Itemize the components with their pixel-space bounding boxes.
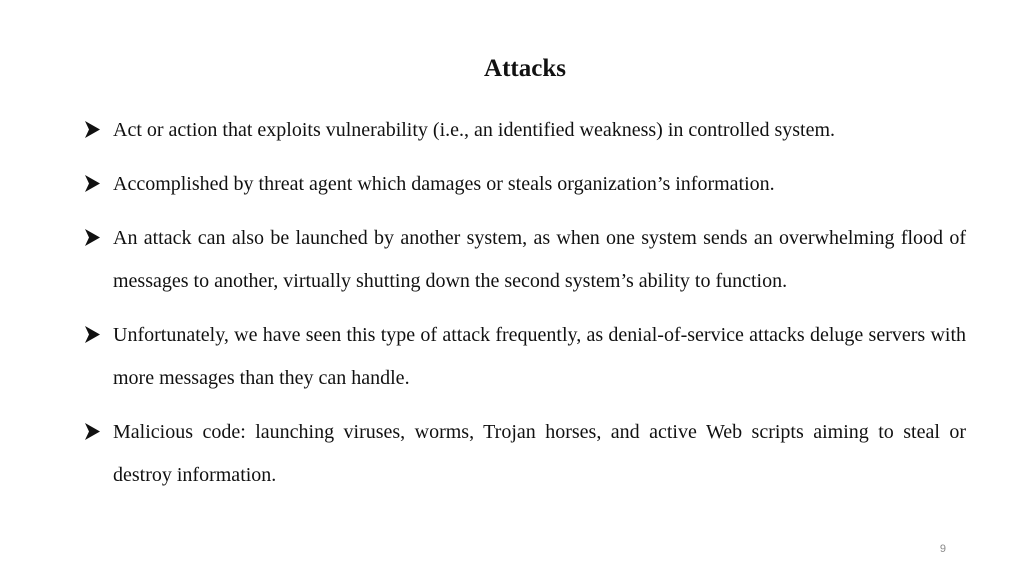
bullet-text: An attack can also be launched by another system, as when one system sends an overwhelming flood of messages to another, virtually shutting down the second system’s ability to function.: [113, 227, 966, 292]
slide-title: Attacks: [484, 55, 566, 82]
bullet-item: [84, 217, 966, 303]
page-number: 9: [939, 543, 946, 555]
bullet-item: [84, 411, 966, 497]
arrowhead-bullet-icon: [84, 174, 101, 193]
bullet-text: Act or action that exploits vulnerability (i.e., an identified weakness) in controlled system.: [113, 119, 836, 141]
bullet-item: [84, 109, 966, 152]
bullet-item: [84, 314, 966, 400]
arrowhead-bullet-icon: [84, 325, 101, 344]
arrowhead-bullet-icon: [84, 120, 101, 139]
bullet-text: Malicious code: launching viruses, worms, Trojan horses, and active Web scripts aiming to steal or destroy information.: [113, 421, 966, 486]
bullet-list: [84, 109, 966, 508]
bullet-text: Accomplished by threat agent which damages or steals organization’s information.: [113, 173, 775, 195]
arrowhead-bullet-icon: [84, 422, 101, 441]
bullet-text: Unfortunately, we have seen this type of attack frequently, as denial-of-service attacks deluge servers with more messages than they can handle.: [113, 324, 966, 389]
bullet-item: [84, 163, 966, 206]
arrowhead-bullet-icon: [84, 228, 101, 247]
